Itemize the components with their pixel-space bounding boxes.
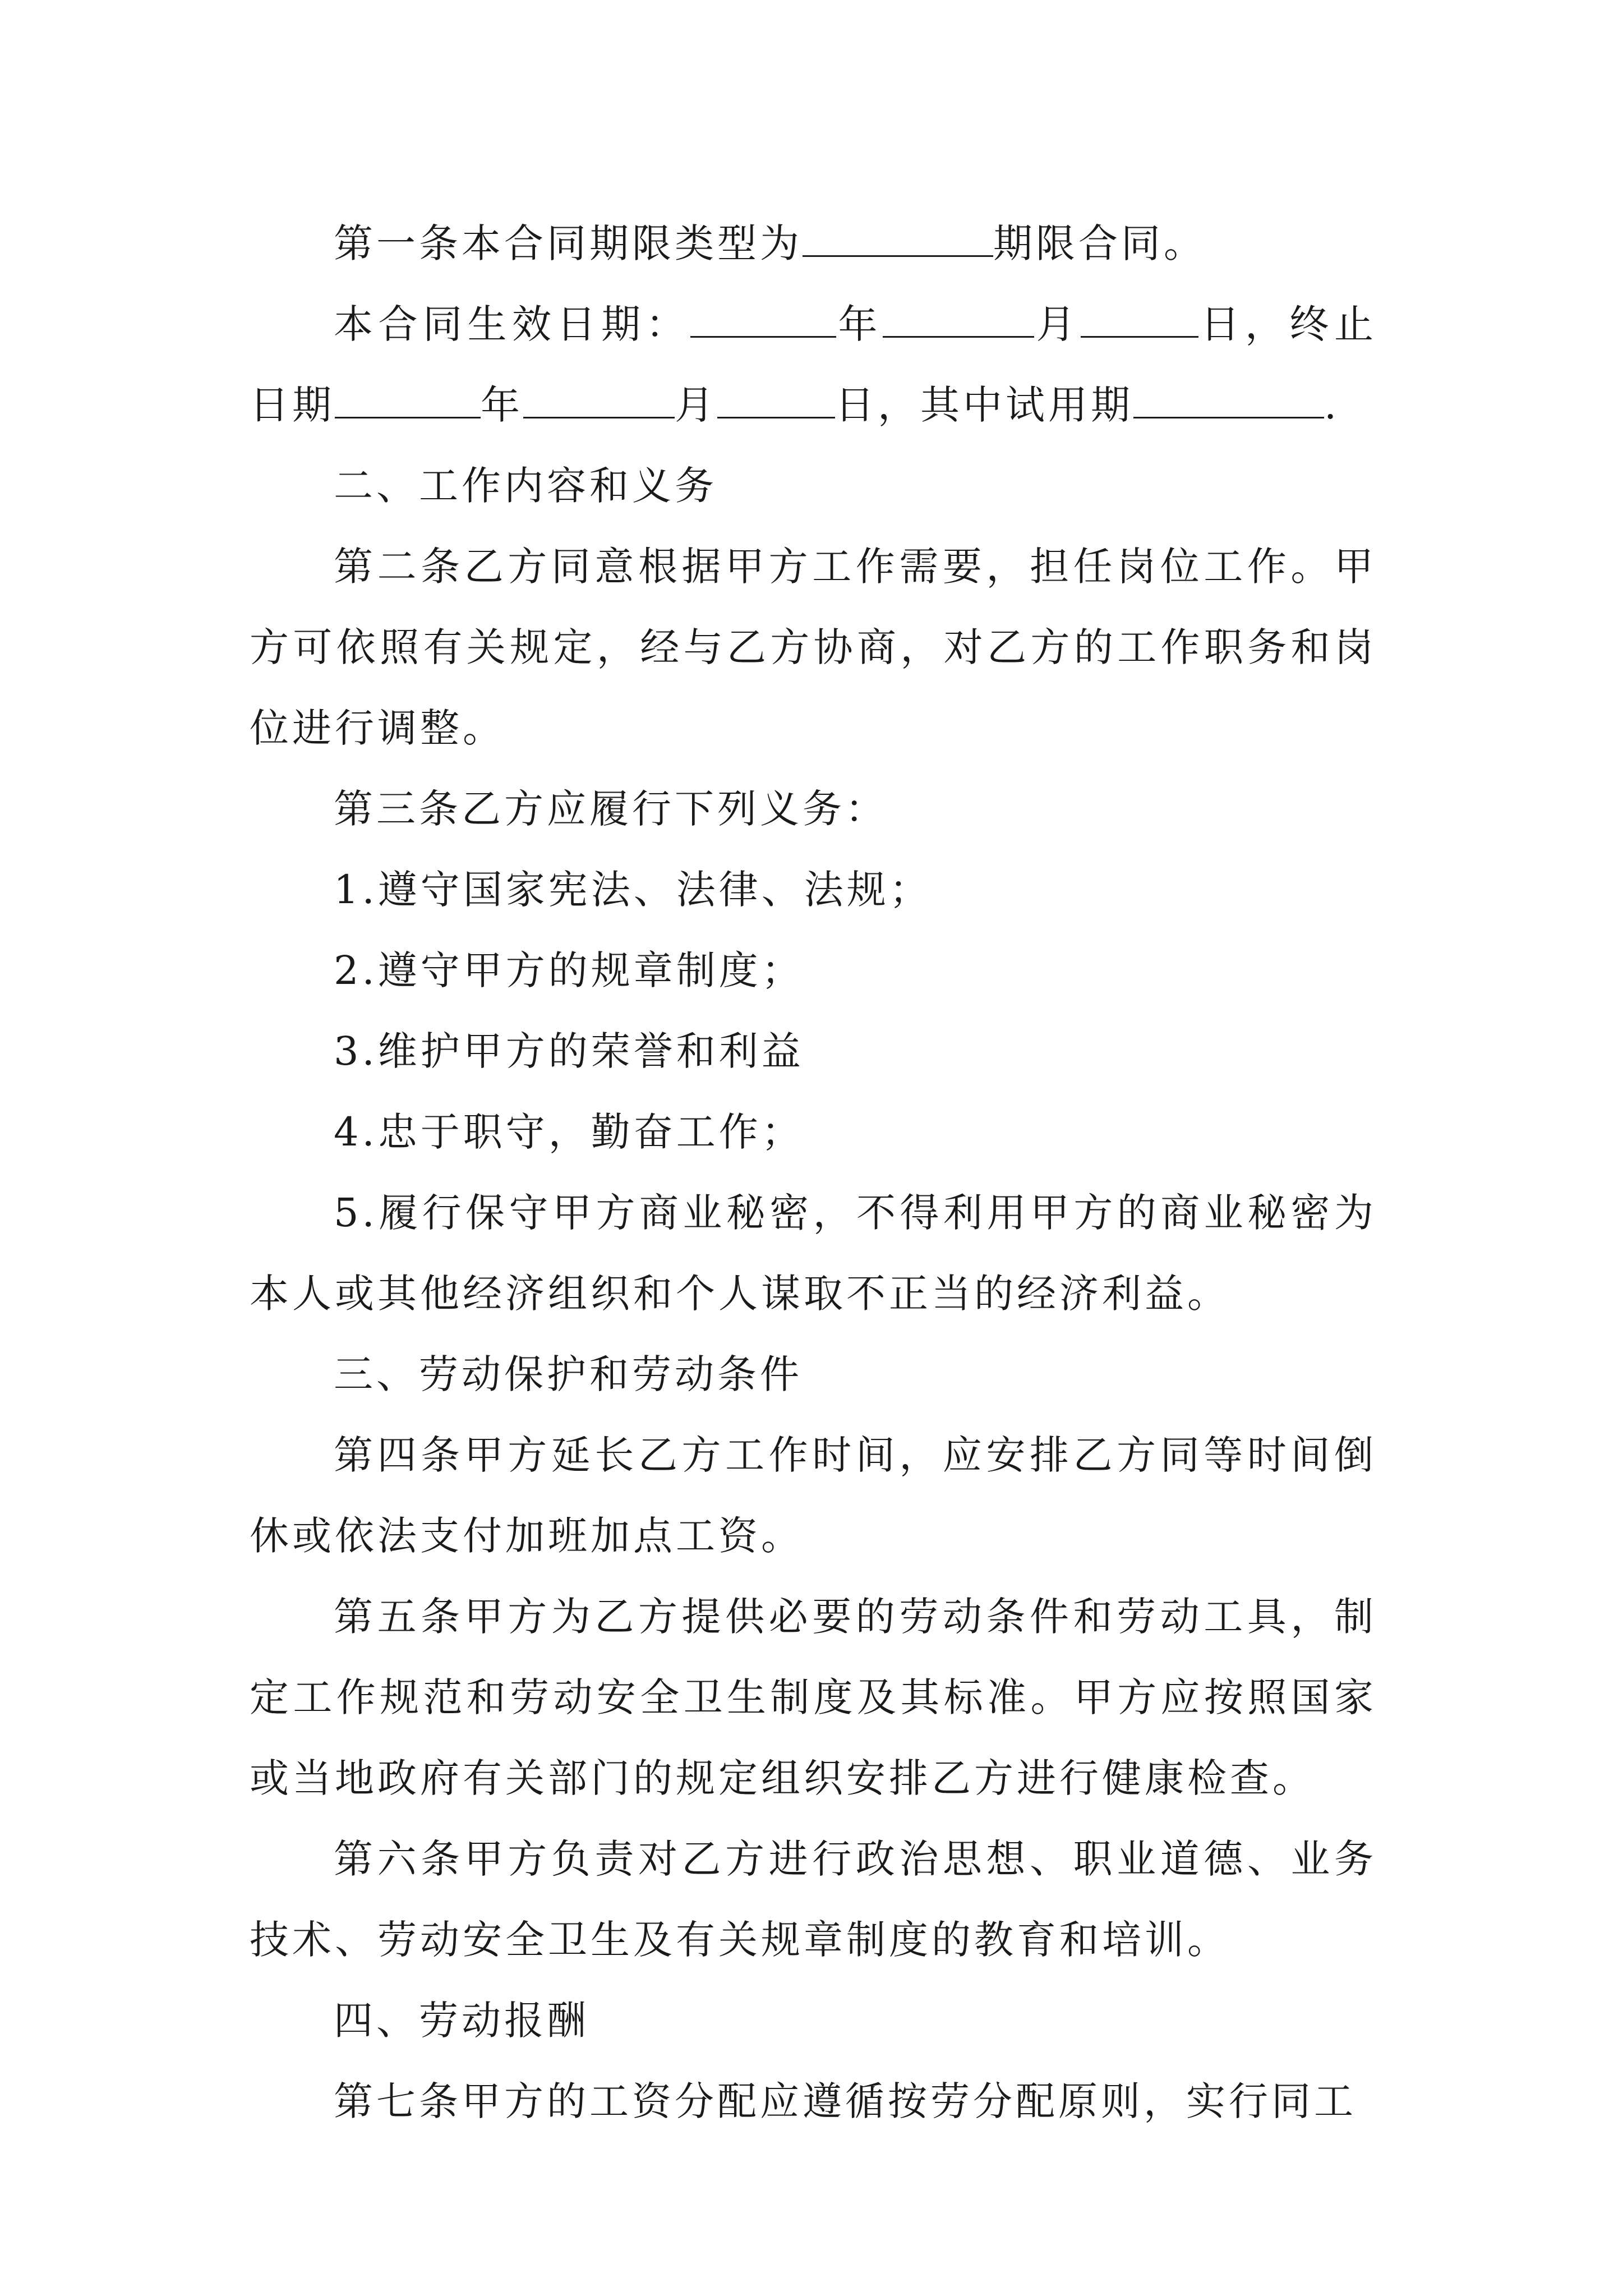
term-prefix: 期 [292, 382, 335, 428]
article-6: 第六条甲方负责对乙方进行政治思想、职业道德、业务技术、劳动安全卫生及有关规章制度的教育和培训。 [250, 1836, 1377, 1963]
duty-item-3: 3.维护甲方的荣誉和利益 [334, 1028, 804, 1074]
month-label: 月 [1034, 301, 1081, 347]
duty-item-1: 1.遵守国家宪法、法律、法规； [334, 867, 932, 913]
year-label: 年 [481, 382, 523, 428]
term-type-blank [803, 220, 993, 257]
end-day-blank [717, 382, 835, 418]
trial-period-blank [1133, 382, 1324, 418]
article-5: 第五条甲方为乙方提供必要的劳动条件和劳动工具，制定工作规范和劳动安全卫生制度及其标准。甲方应按照国家或当地政府有关部门的规定组织安排乙方进行健康检查。 [250, 1594, 1377, 1801]
duty-item-5: 5.履行保守甲方商业秘密，不得利用甲方的商业秘密为本人或其他经济组织和个人谋取不正当的经济利益。 [250, 1190, 1377, 1317]
article-1 [250, 203, 1377, 284]
contract-body [250, 203, 1377, 2142]
article-2: 第二条乙方同意根据甲方工作需要，担任岗位工作。甲方可依照有关规定，经与乙方协商，对乙方的工作职务和岗位进行调整。 [250, 544, 1377, 751]
article-7: 第七条甲方的工资分配应遵循按劳分配原则，实行同工 [334, 2078, 1357, 2124]
period-mark: . [1324, 382, 1340, 428]
article-3: 第三条乙方应履行下列义务： [334, 786, 888, 832]
year-label: 年 [836, 301, 883, 347]
trial-period-label: 日，其中试用期 [835, 382, 1133, 428]
effective-date-label: 本合同生效日期： [334, 301, 690, 347]
start-day-blank [1081, 301, 1198, 338]
end-date-label: 日，终止日 [250, 301, 1377, 428]
section-heading-4: 四、劳动报酬 [334, 1998, 589, 2044]
end-year-blank [335, 382, 481, 418]
article-1-suffix: 期限合同。 [993, 220, 1206, 266]
duty-item-2: 2.遵守甲方的规章制度； [334, 947, 804, 993]
section-heading-2: 二、工作内容和义务 [334, 463, 717, 509]
contract-dates [250, 284, 1377, 445]
start-year-blank [690, 301, 836, 338]
start-month-blank [883, 301, 1034, 338]
end-month-blank [523, 382, 675, 418]
article-4: 第四条甲方延长乙方工作时间，应安排乙方同等时间倒休或依法支付加班加点工资。 [250, 1432, 1377, 1559]
section-heading-3: 三、劳动保护和劳动条件 [334, 1351, 803, 1397]
month-label: 月 [675, 382, 717, 428]
duty-item-4: 4.忠于职守，勤奋工作； [334, 1109, 804, 1155]
article-1-text: 第一条本合同期限类型为 [334, 220, 803, 266]
